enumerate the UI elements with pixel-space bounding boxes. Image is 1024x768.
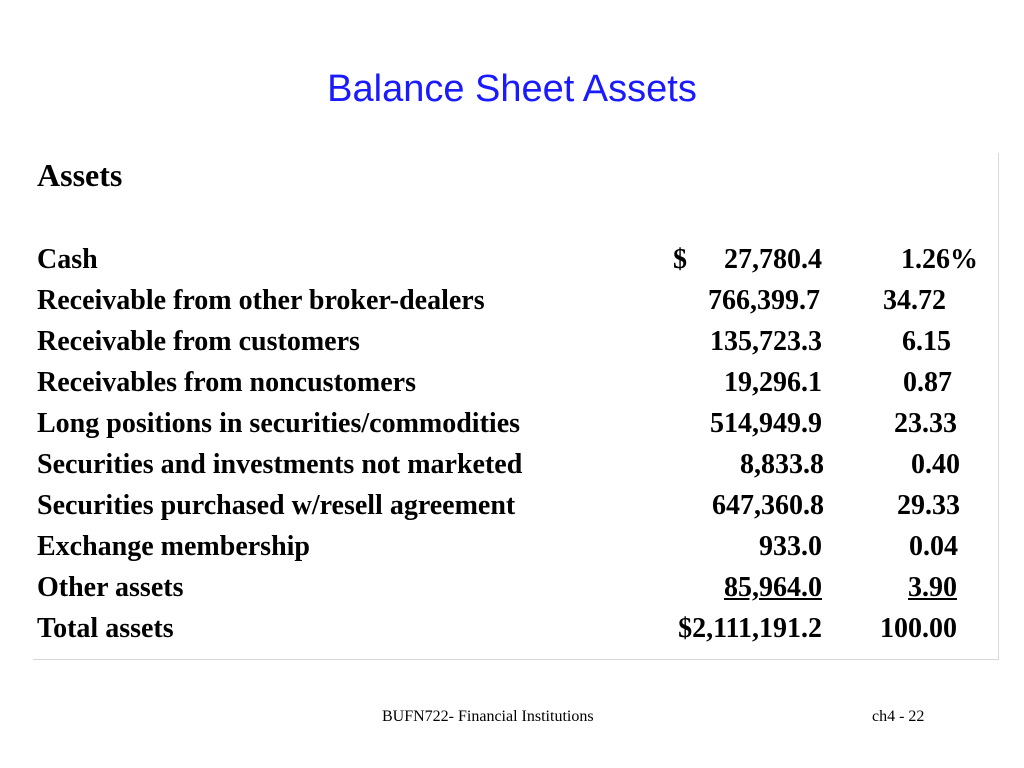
table-row [0,487,1024,525]
row-amount: 27,780.4 [724,244,822,275]
table-row [0,241,1024,279]
table-row-total [0,610,1024,648]
table-row [0,528,1024,566]
row-label: Cash [37,244,98,275]
row-percent: 3.90 [908,572,957,603]
table-row [0,446,1024,484]
slide-title: Balance Sheet Assets [327,68,697,110]
row-amount: 85,964.0 [724,572,822,603]
row-amount: 19,296.1 [724,367,822,398]
row-percent: 100.00 [880,613,957,644]
row-percent: 0.87 [903,367,952,398]
row-amount: 135,723.3 [710,326,822,357]
table-row [0,282,1024,320]
row-label: Securities purchased w/resell agreement [37,490,516,521]
table-row [0,405,1024,443]
row-amount: 647,360.8 [712,490,824,521]
row-percent: 34.72 [883,285,946,316]
row-percent: 1.26% [901,244,978,275]
row-amount: 514,949.9 [710,408,822,439]
row-label: Exchange membership [37,531,310,562]
row-amount: 8,833.8 [740,449,824,480]
row-percent: 29.33 [897,490,960,521]
row-percent: 6.15 [902,326,951,357]
row-percent: 0.40 [911,449,960,480]
row-percent: 0.04 [909,531,958,562]
row-label: Receivables from noncustomers [37,367,416,398]
table-row [0,569,1024,607]
row-label: Receivable from customers [37,326,360,357]
row-label: Securities and investments not marketed [37,449,523,480]
currency-symbol: $ [673,244,687,275]
row-amount: 766,399.7 [708,285,820,316]
row-amount: 933.0 [759,531,822,562]
row-label: Long positions in securities/commodities [37,408,521,439]
table-row [0,323,1024,361]
footer-page-number: ch4 - 22 [872,708,925,725]
row-label: Other assets [37,572,184,603]
row-label: Total assets [37,613,174,644]
row-label: Receivable from other broker-dealers [37,285,485,316]
section-heading: Assets [37,157,123,193]
table-row [0,364,1024,402]
row-percent: 23.33 [894,408,957,439]
footer-course: BUFN722- Financial Institutions [382,708,594,725]
row-amount: $2,111,191.2 [678,613,822,644]
